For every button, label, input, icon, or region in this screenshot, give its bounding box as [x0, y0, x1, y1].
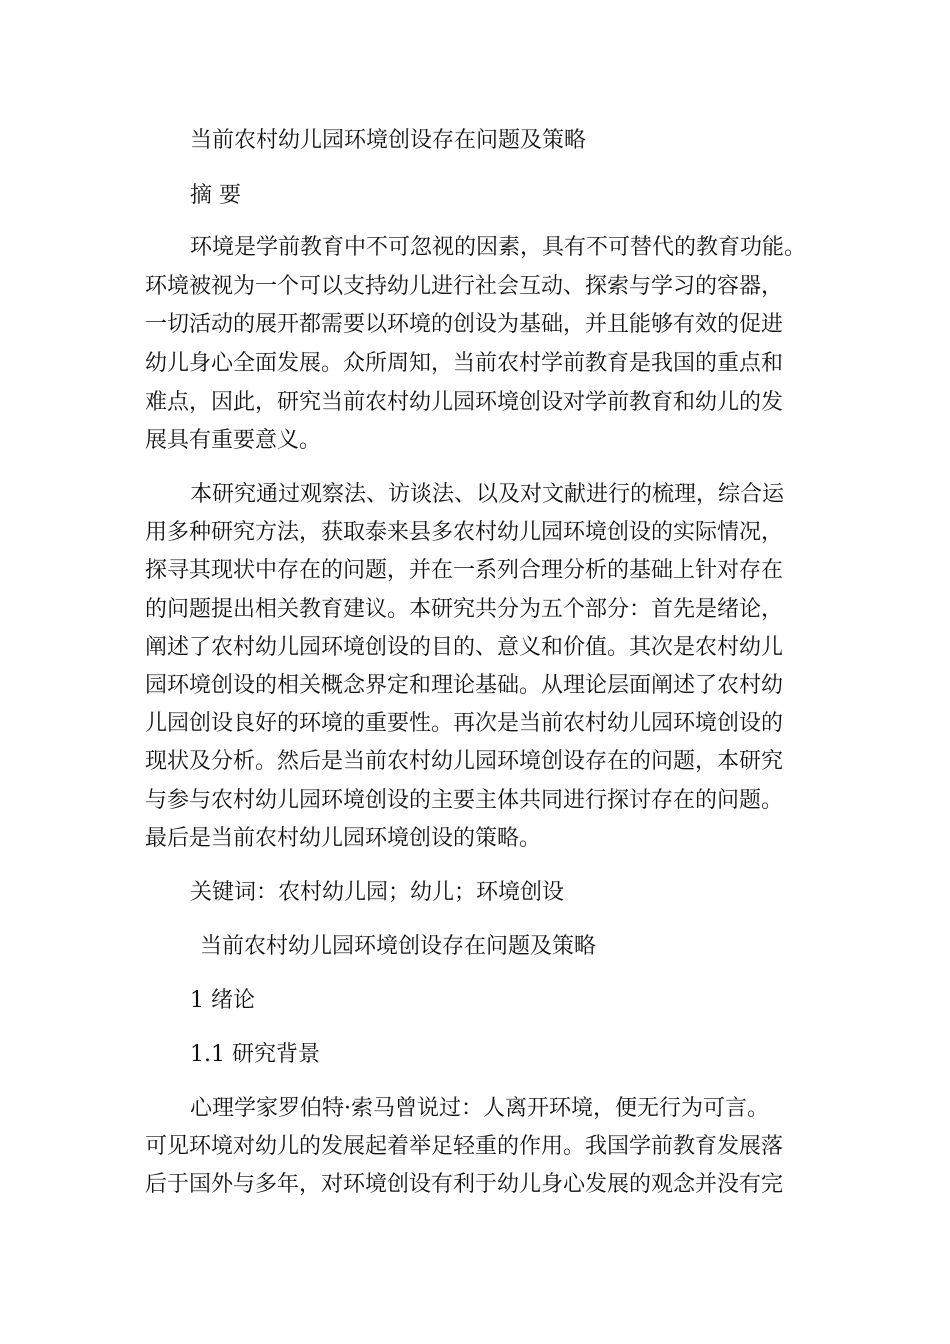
body-p1-line: 心理学家罗伯特·索马曾说过：人离开环境，便无行为可言。	[190, 1096, 769, 1121]
abstract-p1-line: 难点，因此，研究当前农村幼儿园环境创设对学前教育和幼儿的发	[145, 390, 784, 415]
abstract-heading: 摘 要	[190, 183, 241, 208]
abstract-p2-line: 儿园创设良好的环境的重要性。再次是当前农村幼儿园环境创设的	[145, 711, 784, 736]
abstract-p1-line: 一切活动的展开都需要以环境的创设为基础，并且能够有效的促进	[145, 312, 784, 337]
abstract-p2-line: 的问题提出相关教育建议。本研究共分为五个部分：首先是绪论，	[145, 597, 784, 622]
abstract-p2-line: 阐述了农村幼儿园环境创设的目的、意义和价值。其次是农村幼儿	[145, 635, 784, 660]
abstract-p2-line: 最后是当前农村幼儿园环境创设的策略。	[145, 826, 542, 851]
body-p1-line: 后于国外与多年，对环境创设有利于幼儿身心发展的观念并没有完	[145, 1172, 784, 1197]
abstract-p1-line: 环境是学前教育中不可忽视的因素，具有不可替代的教育功能。	[190, 235, 807, 260]
doc-title: 当前农村幼儿园环境创设存在问题及策略	[190, 128, 587, 153]
abstract-p2-line: 园环境创设的相关概念界定和理论基础。从理论层面阐述了农村幼	[145, 673, 784, 698]
abstract-p1-line: 环境被视为一个可以支持幼儿进行社会互动、探索与学习的容器，	[145, 274, 784, 299]
body-p1-line: 可见环境对幼儿的发展起着举足轻重的作用。我国学前教育发展落	[145, 1134, 784, 1159]
abstract-p1-line: 幼儿身心全面发展。众所周知，当前农村学前教育是我国的重点和	[145, 351, 784, 376]
abstract-p2-line: 现状及分析。然后是当前农村幼儿园环境创设存在的问题，本研究	[145, 749, 784, 774]
section-heading-1: 1 绪论	[190, 988, 255, 1013]
abstract-p2-line: 探寻其现状中存在的问题，并在一系列合理分析的基础上针对存在	[145, 558, 784, 583]
abstract-p2-line: 用多种研究方法，获取泰来县多农村幼儿园环境创设的实际情况，	[145, 520, 784, 545]
abstract-p2-line: 与参与农村幼儿园环境创设的主要主体共同进行探讨存在的问题。	[145, 788, 784, 813]
section-heading-1-1: 1.1 研究背景	[190, 1042, 320, 1067]
doc-title-repeat: 当前农村幼儿园环境创设存在问题及策略	[200, 934, 597, 959]
abstract-p2-line: 本研究通过观察法、访谈法、以及对文献进行的梳理，综合运	[190, 482, 785, 507]
keywords: 关键词：农村幼儿园；幼儿；环境创设	[190, 880, 565, 905]
abstract-p1-line: 展具有重要意义。	[145, 428, 322, 453]
